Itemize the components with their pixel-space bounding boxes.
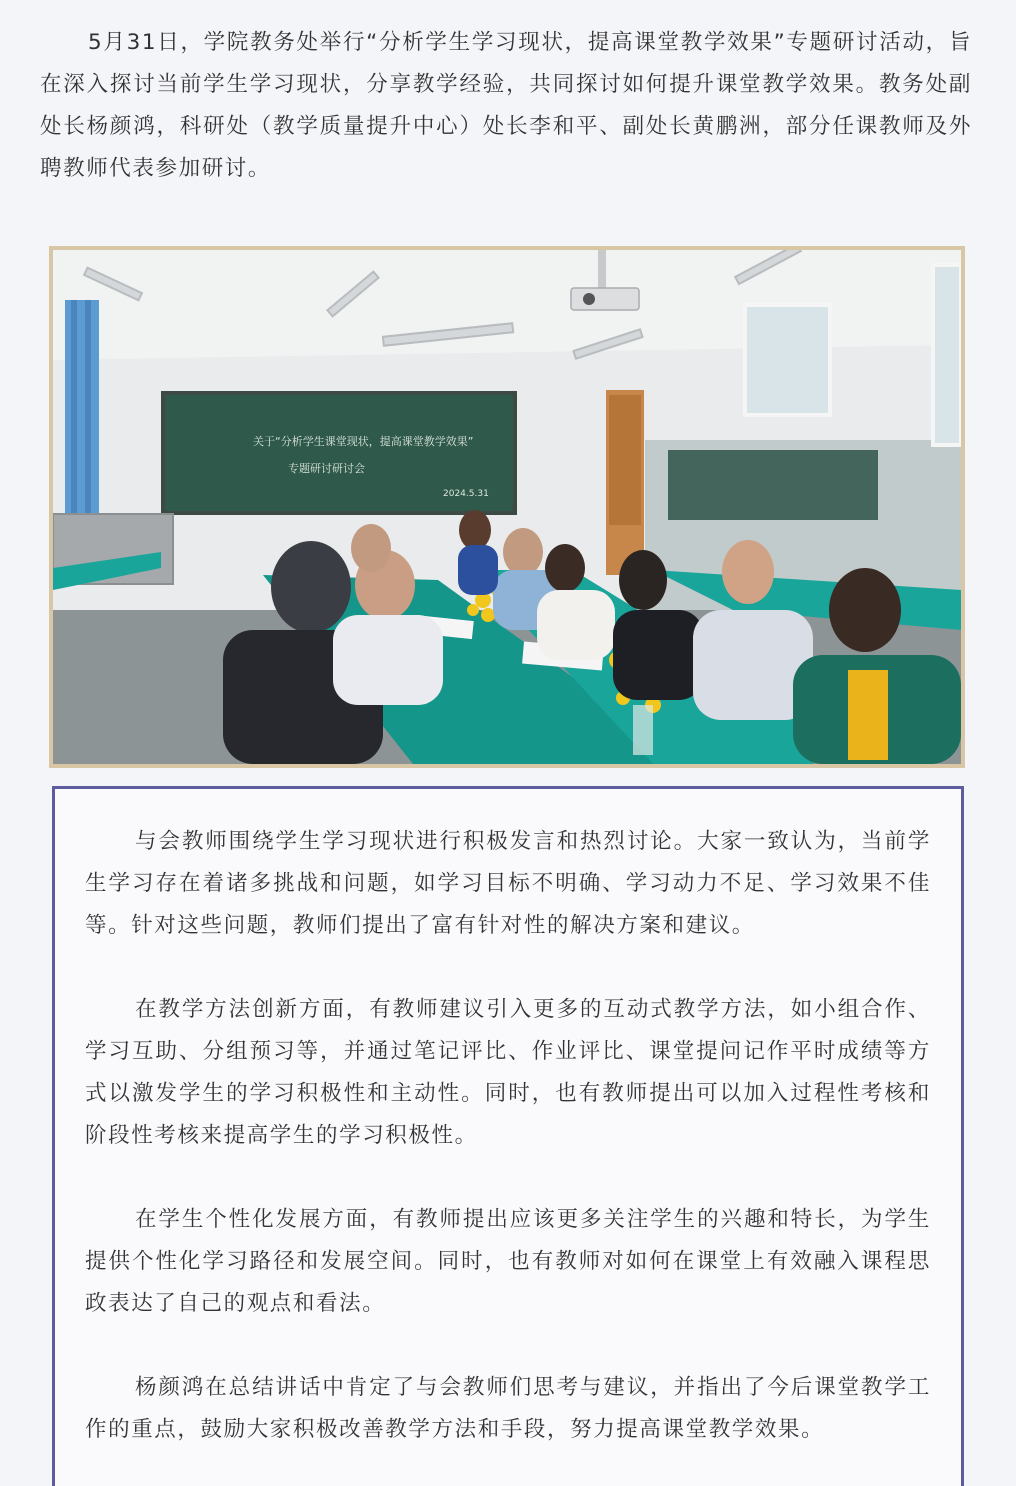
article-paragraph: 在学生个性化发展方面，有教师提出应该更多关注学生的兴趣和特长，为学生提供个性化学习路径和发展空间。同时，也有教师对如何在课堂上有效融入课程思政表达了自己的观点和看法。 [85,1207,931,1316]
blackboard-date: 2024.5.31 [443,489,489,499]
blackboard-line2: 专题研讨研讨会 [288,462,365,475]
article-box [52,786,964,1486]
meeting-photo [49,246,965,768]
meeting-photo-illustration [53,250,961,764]
article-paragraph: 在教学方法创新方面，有教师建议引入更多的互动式教学方法，如小组合作、学习互助、分组预习等，并通过笔记评比、作业评比、课堂提问记作平时成绩等方式以激发学生的学习积极性和主动性。同时，也有教师提出可以加入过程性考核和阶段性考核来提高学生的学习积极性。 [85,997,931,1148]
blackboard-line1: 关于“分析学生课堂现状，提高课堂教学效果” [253,435,474,448]
article-paragraph: 与会教师围绕学生学习现状进行积极发言和热烈讨论。大家一致认为，当前学生学习存在着诸多挑战和问题，如学习目标不明确、学习动力不足、学习效果不佳等。针对这些问题，教师们提出了富有针对性的解决方案和建议。 [85,829,931,938]
article-paragraph: 杨颜鸿在总结讲话中肯定了与会教师们思考与建议，并指出了今后课堂教学工作的重点，鼓励大家积极改善教学方法和手段，努力提高课堂教学效果。 [85,1375,931,1442]
intro-paragraph: 5月31日，学院教务处举行“分析学生学习现状，提高课堂教学效果”专题研讨活动，旨在深入探讨当前学生学习现状，分享教学经验，共同探讨如何提升课堂教学效果。教务处副处长杨颜鸿，科研处（教学质量提升中心）处长李和平、副处长黄鹏洲，部分任课教师及外聘教师代表参加研讨。 [40,30,972,181]
